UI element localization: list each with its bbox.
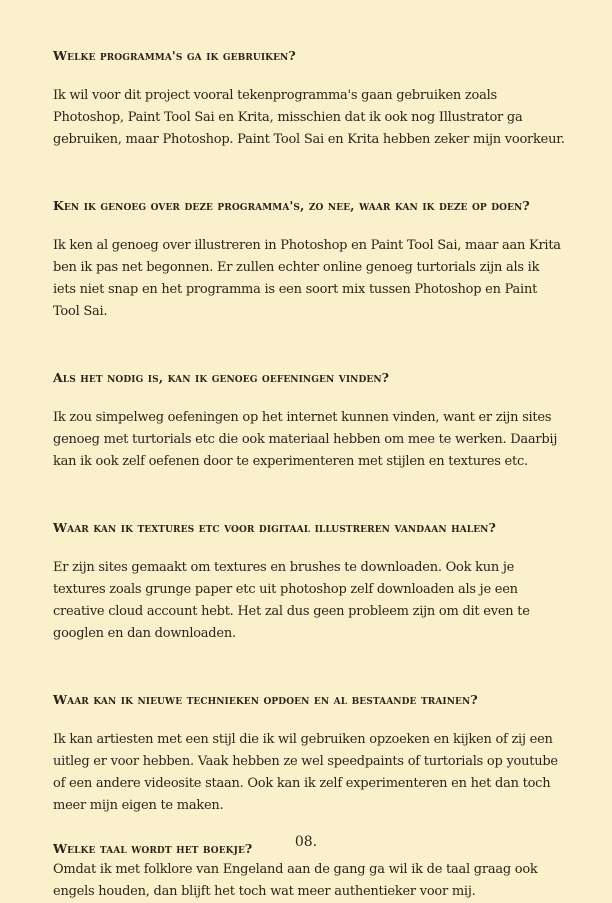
page-number: 08. xyxy=(294,834,318,850)
section-exercises xyxy=(53,368,565,473)
section-heading: Als het nodig is, kan ik genoeg oefeningen vinden? xyxy=(53,370,390,385)
section-techniques xyxy=(53,690,565,817)
section-heading: Ken ik genoeg over deze programma's, zo nee, waar kan ik deze op doen? xyxy=(53,198,530,213)
section-heading: Waar kan ik nieuwe technieken opdoen en al bestaande trainen? xyxy=(53,692,478,707)
document-page xyxy=(53,46,565,903)
section-programs xyxy=(53,46,565,151)
section-textures xyxy=(53,518,565,645)
section-body: Ik kan artiesten met een stijl die ik wil gebruiken opzoeken en kijken of zij een uitleg er voor hebben. Vaak hebben ze wel speedpaints of turtorials op youtube of een andere videosite staan. Ook kan ik zelf experimenteren en het dan toch meer mijn eigen te maken. xyxy=(53,732,558,813)
section-body: Ik ken al genoeg over illustreren in Photoshop en Paint Tool Sai, maar aan Krita ben ik pas net begonnen. Er zullen echter online genoeg turtorials zijn als ik iets niet snap en het programma is een soort mix tussen Photoshop en Paint Tool Sai. xyxy=(53,238,561,319)
section-body: Er zijn sites gemaakt om textures en brushes te downloaden. Ook kun je textures zoals grunge paper etc uit photoshop zelf downloaden als je een creative cloud account hebt. Het zal dus geen probleem zijn om dit even te googlen en dan downloaden. xyxy=(53,560,530,641)
section-body: Omdat ik met folklore van Engeland aan de gang ga wil ik de taal graag ook engels houden, dan blijft het toch wat meer authentieker voor mij. xyxy=(53,862,538,899)
section-body: Ik zou simpelweg oefeningen op het internet kunnen vinden, want er zijn sites genoeg met turtorials etc die ook materiaal hebben om mee te werken. Daarbij kan ik ook zelf oefenen door te experimenteren met stijlen en textures etc. xyxy=(53,410,558,469)
section-body: Ik wil voor dit project vooral tekenprogramma's gaan gebruiken zoals Photoshop, Paint Tool Sai en Krita, misschien dat ik ook nog Illustrator ga gebruiken, maar Photoshop. Paint Tool Sai en Krita hebben zeker mijn voorkeur. xyxy=(53,88,565,147)
section-knowledge xyxy=(53,196,565,323)
section-heading: Welke taal wordt het boekje? xyxy=(53,841,253,856)
section-heading: Welke programma's ga ik gebruiken? xyxy=(53,48,296,63)
section-heading: Waar kan ik textures etc voor digitaal illustreren vandaan halen? xyxy=(53,520,496,535)
